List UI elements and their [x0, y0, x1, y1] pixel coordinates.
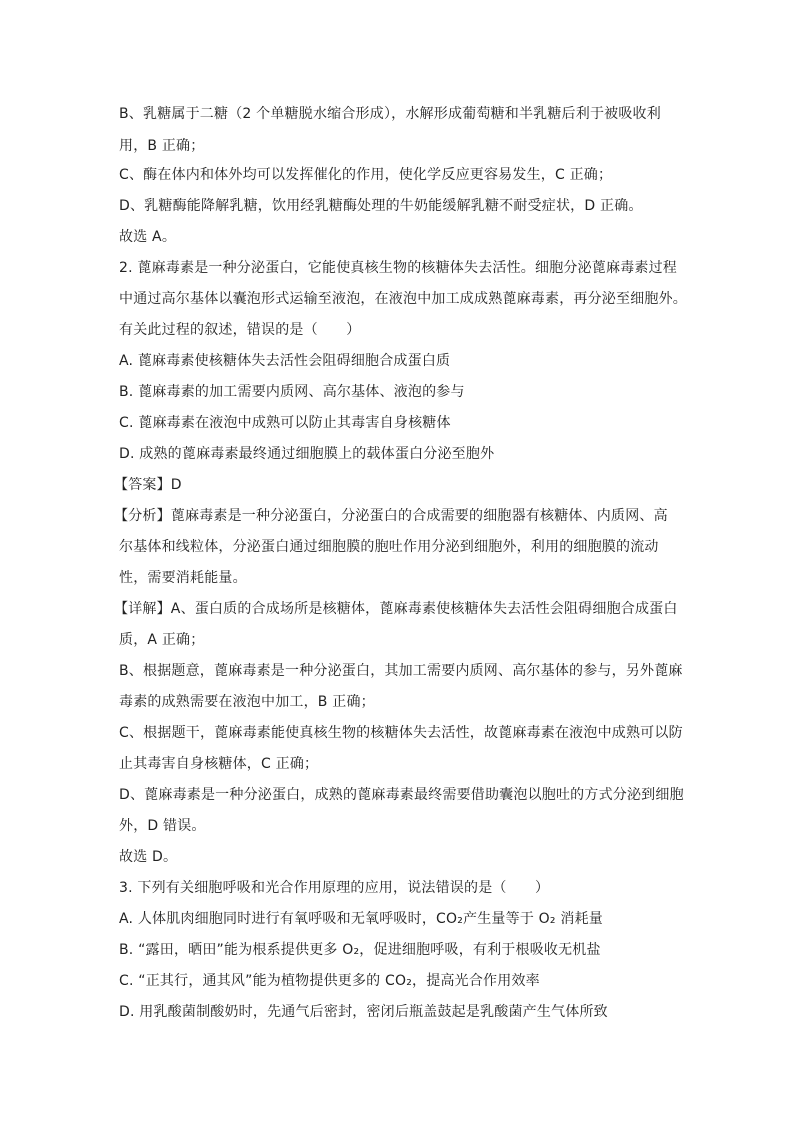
option-d: D. 成熟的蓖麻毒素最终通过细胞膜上的载体蛋白分泌至胞外 — [119, 446, 495, 462]
text-line: 用，B 正确； — [119, 138, 205, 154]
option-c: C. 蓖麻毒素在液泡中成熟可以防止其毒害自身核糖体 — [119, 415, 451, 431]
explanation-text: 外，D 错误。 — [119, 818, 206, 834]
option-b: B. “露田，晒田”能为根系提供更多 O₂，促进细胞呼吸，有利于根吸收无机盐 — [119, 942, 601, 958]
explanation-text: 止其毒害自身核糖体，C 正确； — [119, 756, 319, 772]
option-c: C. “正其行，通其风”能为植物提供更多的 CO₂，提高光合作用效率 — [119, 973, 540, 989]
explanation-text: D、蓖麻毒素是一种分泌蛋白，成熟的蓖麻毒素最终需要借助囊泡以胞吐的方式分泌到细胞 — [119, 787, 684, 803]
analysis-text: 【分析】蓖麻毒素是一种分泌蛋白，分泌蛋白的合成需要的细胞器有核糖体、内质网、高 — [114, 508, 668, 524]
option-a: A. 人体肌肉细胞同时进行有氧呼吸和无氧呼吸时，CO₂产生量等于 O₂ 消耗量 — [119, 911, 603, 927]
question-3-stem: 3. 下列有关细胞呼吸和光合作用原理的应用，说法错误的是（ ） — [119, 880, 550, 896]
question-2-stem: 中通过高尔基体以囊泡形式运输至液泡，在液泡中加工成成熟蓖麻毒素，再分泌至细胞外。 — [119, 291, 687, 307]
question-2-stem: 有关此过程的叙述，错误的是（ ） — [119, 322, 361, 338]
analysis-text: 尔基体和线粒体，分泌蛋白通过细胞膜的胞吐作用分泌到细胞外，利用的细胞膜的流动 — [119, 539, 659, 555]
explanation-text: 【详解】A、蛋白质的合成场所是核糖体，蓖麻毒素使核糖体失去活性会阻碍细胞合成蛋白 — [114, 601, 678, 617]
text-line: 故选 A。 — [119, 229, 177, 245]
option-a: A. 蓖麻毒素使核糖体失去活性会阻碍细胞合成蛋白质 — [119, 353, 451, 369]
text-line: 故选 D。 — [119, 849, 178, 865]
explanation-text: 质，A 正确； — [119, 632, 205, 648]
text-line: D、乳糖酶能降解乳糖，饮用经乳糖酶处理的牛奶能缓解乳糖不耐受症状，D 正确。 — [119, 198, 643, 214]
explanation-text: 毒素的成熟需要在液泡中加工，B 正确； — [119, 694, 375, 710]
option-d: D. 用乳酸菌制酸奶时，先通气后密封，密闭后瓶盖鼓起是乳酸菌产生气体所致 — [119, 1004, 608, 1020]
analysis-text: 性，需要消耗能量。 — [119, 570, 247, 586]
option-b: B. 蓖麻毒素的加工需要内质网、高尔基体、液泡的参与 — [119, 384, 465, 400]
question-2-stem: 2. 蓖麻毒素是一种分泌蛋白，它能使真核生物的核糖体失去活性。细胞分泌蓖麻毒素过程 — [119, 260, 678, 276]
text-line: C、酶在体内和体外均可以发挥催化的作用，使化学反应更容易发生，C 正确； — [119, 167, 613, 183]
explanation-text: C、根据题干，蓖麻毒素能使真核生物的核糖体失去活性，故蓖麻毒素在液泡中成熟可以防 — [119, 725, 683, 741]
explanation-text: B、根据题意，蓖麻毒素是一种分泌蛋白，其加工需要内质网、高尔基体的参与，另外蓖麻 — [119, 663, 683, 679]
answer-label: 【答案】D — [114, 477, 182, 493]
text-line: B、乳糖属于二糖（2 个单糖脱水缩合形成），水解形成葡萄糖和半乳糖后利于被吸收利 — [119, 106, 661, 122]
